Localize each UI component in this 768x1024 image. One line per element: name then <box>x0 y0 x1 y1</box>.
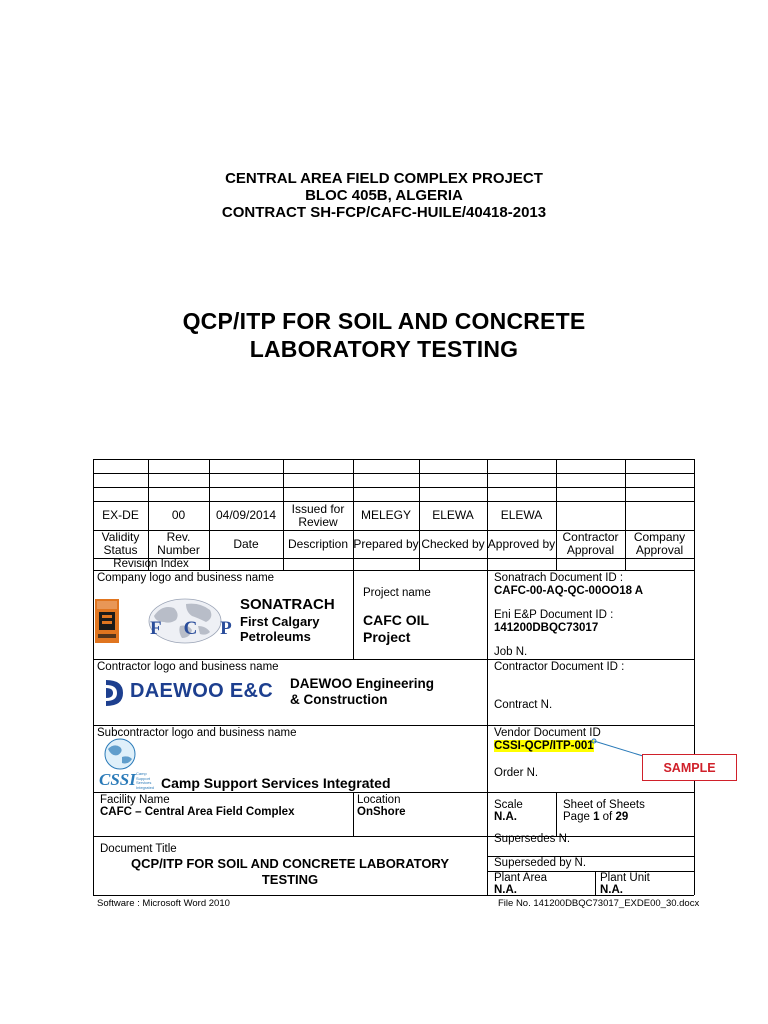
cssi-logo-text: CSSI <box>99 770 136 789</box>
location-value: OnShore <box>357 806 406 818</box>
company-name-sonatrach: SONATRACH <box>240 596 335 613</box>
document-title-value-line2: TESTING <box>261 872 319 887</box>
contractor-name-line2: & Construction <box>290 692 388 707</box>
validity-status-value: EX-DE <box>102 508 139 522</box>
eni-doc-value: 141200DBQC73017 <box>494 622 599 634</box>
facility-name-label: Facility Name <box>100 794 170 806</box>
contractor-doc-label: Contractor Document ID : <box>494 661 625 673</box>
sonatrach-doc-value: CAFC-00-AQ-QC-00OO18 A <box>494 585 644 597</box>
contractor-approval-header: Contractor Approval <box>562 530 619 557</box>
contractor-logo-label: Contractor logo and business name <box>97 661 279 673</box>
scale-label: Scale <box>494 799 523 811</box>
validity-status-header: Validity Status <box>101 530 140 557</box>
approved-by-header: Approved by <box>487 536 556 551</box>
description-header: Description <box>287 536 349 551</box>
supersedes-label: Supersedes N. <box>494 833 571 845</box>
daewoo-logo-text: DAEWOO E&C <box>130 680 273 702</box>
project-name-header: CENTRAL AREA FIELD COMPLEX PROJECT <box>225 170 543 187</box>
company-logo-label: Company logo and business name <box>97 572 275 584</box>
contractor-name-line1: DAEWOO Engineering <box>290 676 435 691</box>
sheet-of-sheets-label: Sheet of Sheets <box>563 799 645 811</box>
vendor-doc-value: CSSI-QCP/ITP-001 <box>494 740 594 752</box>
daewoo-logo-icon <box>103 678 125 708</box>
plant-unit-value: N.A. <box>600 884 623 896</box>
cssi-globe-icon <box>100 737 140 771</box>
project-name-line1: CAFC OIL <box>363 612 430 628</box>
fcp-logo-text: F C P <box>150 618 241 639</box>
file-number-footer: File No. 141200DBQC73017_EXDE00_30.docx <box>498 898 700 909</box>
rev-number-value: 00 <box>171 508 186 522</box>
project-name-line2: Project <box>363 629 411 645</box>
document-title-value-line1: QCP/ITP FOR SOIL AND CONCRETE LABORATORY <box>130 856 450 871</box>
bloc-header: BLOC 405B, ALGERIA <box>305 187 463 204</box>
subcontractor-logo-label: Subcontractor logo and business name <box>97 727 297 739</box>
plant-area-label: Plant Area <box>494 872 548 884</box>
eni-doc-label: Eni E&P Document ID : <box>494 609 614 621</box>
sample-stamp: SAMPLE <box>642 754 737 781</box>
checked-by-value: ELEWA <box>432 508 474 522</box>
project-name-label: Project name <box>363 587 431 599</box>
vendor-doc-label: Vendor Document ID <box>494 727 601 739</box>
description-value: Issued for Review <box>291 501 345 529</box>
sheet-of-sheets-value: Page 1 of 29 <box>563 811 629 823</box>
prepared-by-header: Prepared by <box>353 536 419 551</box>
contract-header: CONTRACT SH-FCP/CAFC-HUILE/40418-2013 <box>221 204 547 221</box>
company-approval-header: Company Approval <box>633 530 686 557</box>
subcontractor-name: Camp Support Services Integrated <box>161 775 391 791</box>
document-title-line2: LABORATORY TESTING <box>249 336 519 362</box>
document-title-label: Document Title <box>100 843 177 855</box>
prepared-by-value: MELEGY <box>360 508 411 522</box>
plant-area-value: N.A. <box>494 884 517 896</box>
company-name-petroleums: Petroleums <box>240 629 311 644</box>
facility-name-value: CAFC – Central Area Field Complex <box>100 806 295 818</box>
date-value: 04/09/2014 <box>215 508 277 522</box>
plant-unit-label: Plant Unit <box>600 872 650 884</box>
order-number-label: Order N. <box>494 767 539 779</box>
scale-value: N.A. <box>494 811 517 823</box>
rev-number-header: Rev. Number <box>157 530 200 557</box>
company-name-first-calgary: First Calgary <box>240 614 320 629</box>
date-header: Date <box>233 536 259 551</box>
location-label: Location <box>357 794 401 806</box>
sonatrach-logo-icon <box>95 599 119 643</box>
sonatrach-doc-label: Sonatrach Document ID : <box>494 572 624 584</box>
contract-number-label: Contract N. <box>494 699 553 711</box>
document-title-line1: QCP/ITP FOR SOIL AND CONCRETE <box>182 308 586 334</box>
job-number-label: Job N. <box>494 646 528 658</box>
cssi-logo-subtext: Camp Support Services Integrated <box>136 771 155 790</box>
revision-index-label: Revision Index <box>113 557 189 570</box>
superseded-by-label: Superseded by N. <box>494 857 587 869</box>
approved-by-value: ELEWA <box>500 508 543 522</box>
software-footer: Software : Microsoft Word 2010 <box>97 898 230 909</box>
checked-by-header: Checked by <box>421 536 485 551</box>
